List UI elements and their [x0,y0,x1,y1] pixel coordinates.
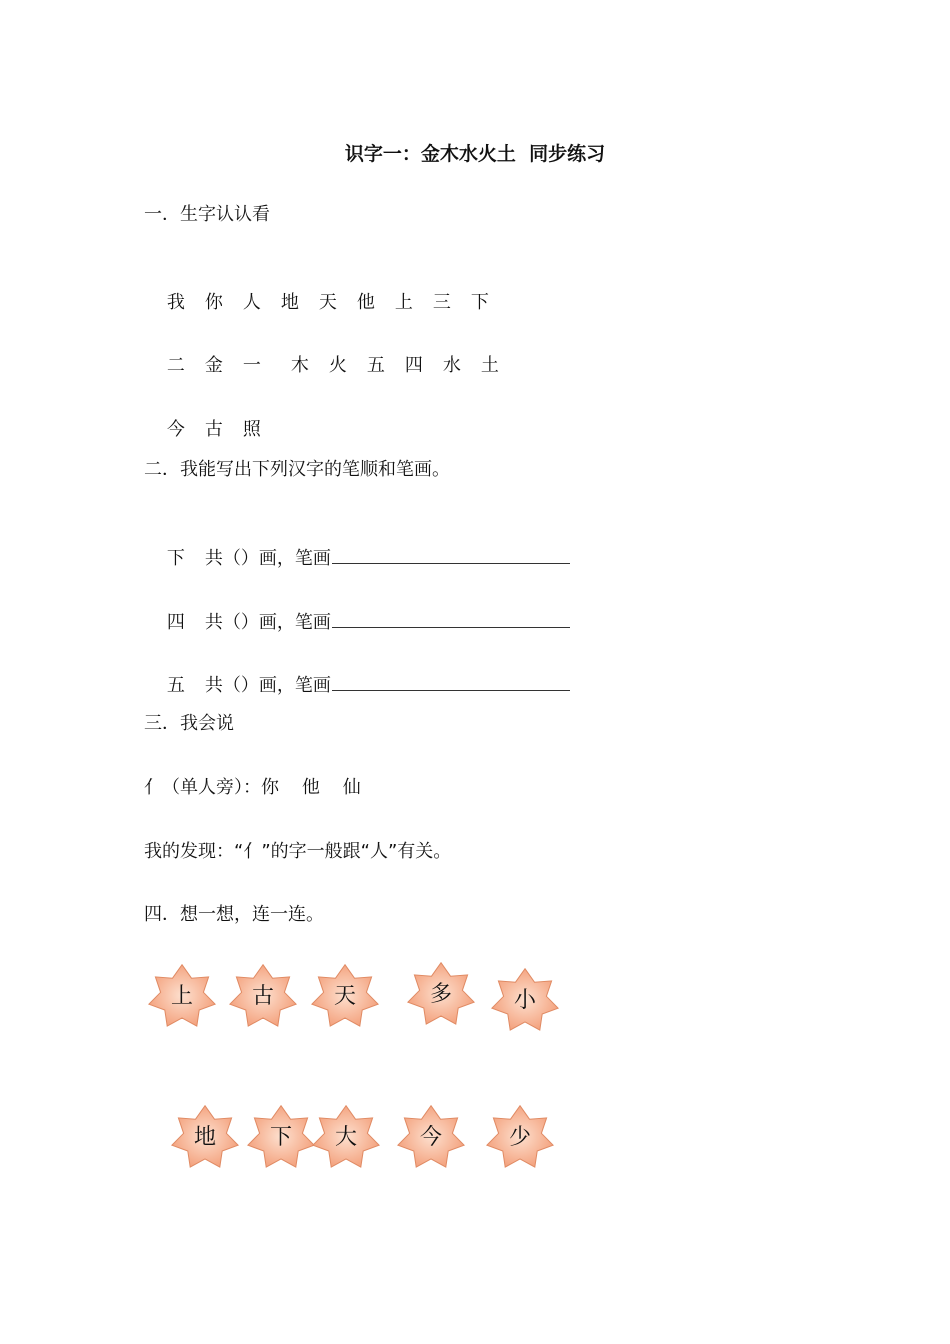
char-row-1 [144,267,509,339]
star-char: 上 [170,984,193,1009]
star-char: 多 [429,982,452,1007]
section3-heading: 三．我会说 [144,713,234,734]
stroke-text: 共（）画，笔画 [204,612,331,633]
char: 一 [242,355,261,376]
star-item[interactable] [403,960,479,1030]
star-item[interactable] [144,962,220,1032]
star-char: 少 [508,1125,531,1150]
char: 三 [432,292,451,313]
star-item[interactable] [393,1103,469,1173]
star-char: 古 [251,984,274,1009]
page-title: 识字一：金木水火土 同步练习 [344,143,606,165]
char: 土 [480,355,499,376]
radical-line: 亻（单人旁）：你 他 仙 [144,777,361,798]
answer-blank[interactable] [332,672,570,691]
char: 金 [204,355,223,376]
char: 下 [470,292,489,313]
char: 上 [394,292,413,313]
char: 五 [366,355,385,376]
star-char: 地 [193,1125,216,1150]
char: 地 [280,292,299,313]
char: 二 [166,355,185,376]
stroke-text: 共（）画，笔画 [204,548,331,569]
stroke-char: 四 [166,612,185,633]
answer-blank[interactable] [332,609,570,628]
star-item[interactable] [167,1103,243,1173]
char: 今 [166,419,185,440]
char: 照 [242,419,261,440]
star-item[interactable] [487,966,563,1036]
star-char: 小 [513,988,536,1013]
char-row-3 [144,394,281,466]
stroke-item-1 [144,521,570,595]
char: 你 [204,292,223,313]
char: 四 [404,355,423,376]
char-row-2 [144,330,519,402]
char: 火 [328,355,347,376]
char: 水 [442,355,461,376]
stroke-char: 下 [166,548,185,569]
char: 天 [318,292,337,313]
char: 古 [204,419,223,440]
star-item[interactable] [307,962,383,1032]
section1-heading: 一．生字认认看 [144,204,270,225]
char: 木 [290,355,309,376]
star-char: 天 [333,984,356,1009]
stroke-item-3 [144,648,570,722]
stroke-text: 共（）画，笔画 [204,675,331,696]
char: 他 [356,292,375,313]
star-item[interactable] [482,1103,558,1173]
char: 我 [166,292,185,313]
answer-blank[interactable] [332,545,570,564]
discovery-line: 我的发现：“亻”的字一般跟“人”有关。 [144,841,452,862]
stroke-char: 五 [166,675,185,696]
char: 人 [242,292,261,313]
section4-heading: 四．想一想，连一连。 [144,904,324,925]
star-char: 下 [269,1125,292,1150]
star-item[interactable] [225,962,301,1032]
star-item[interactable] [308,1103,384,1173]
star-char: 大 [334,1125,357,1150]
section2-heading: 二．我能写出下列汉字的笔顺和笔画。 [144,459,450,480]
star-char: 今 [419,1125,442,1150]
